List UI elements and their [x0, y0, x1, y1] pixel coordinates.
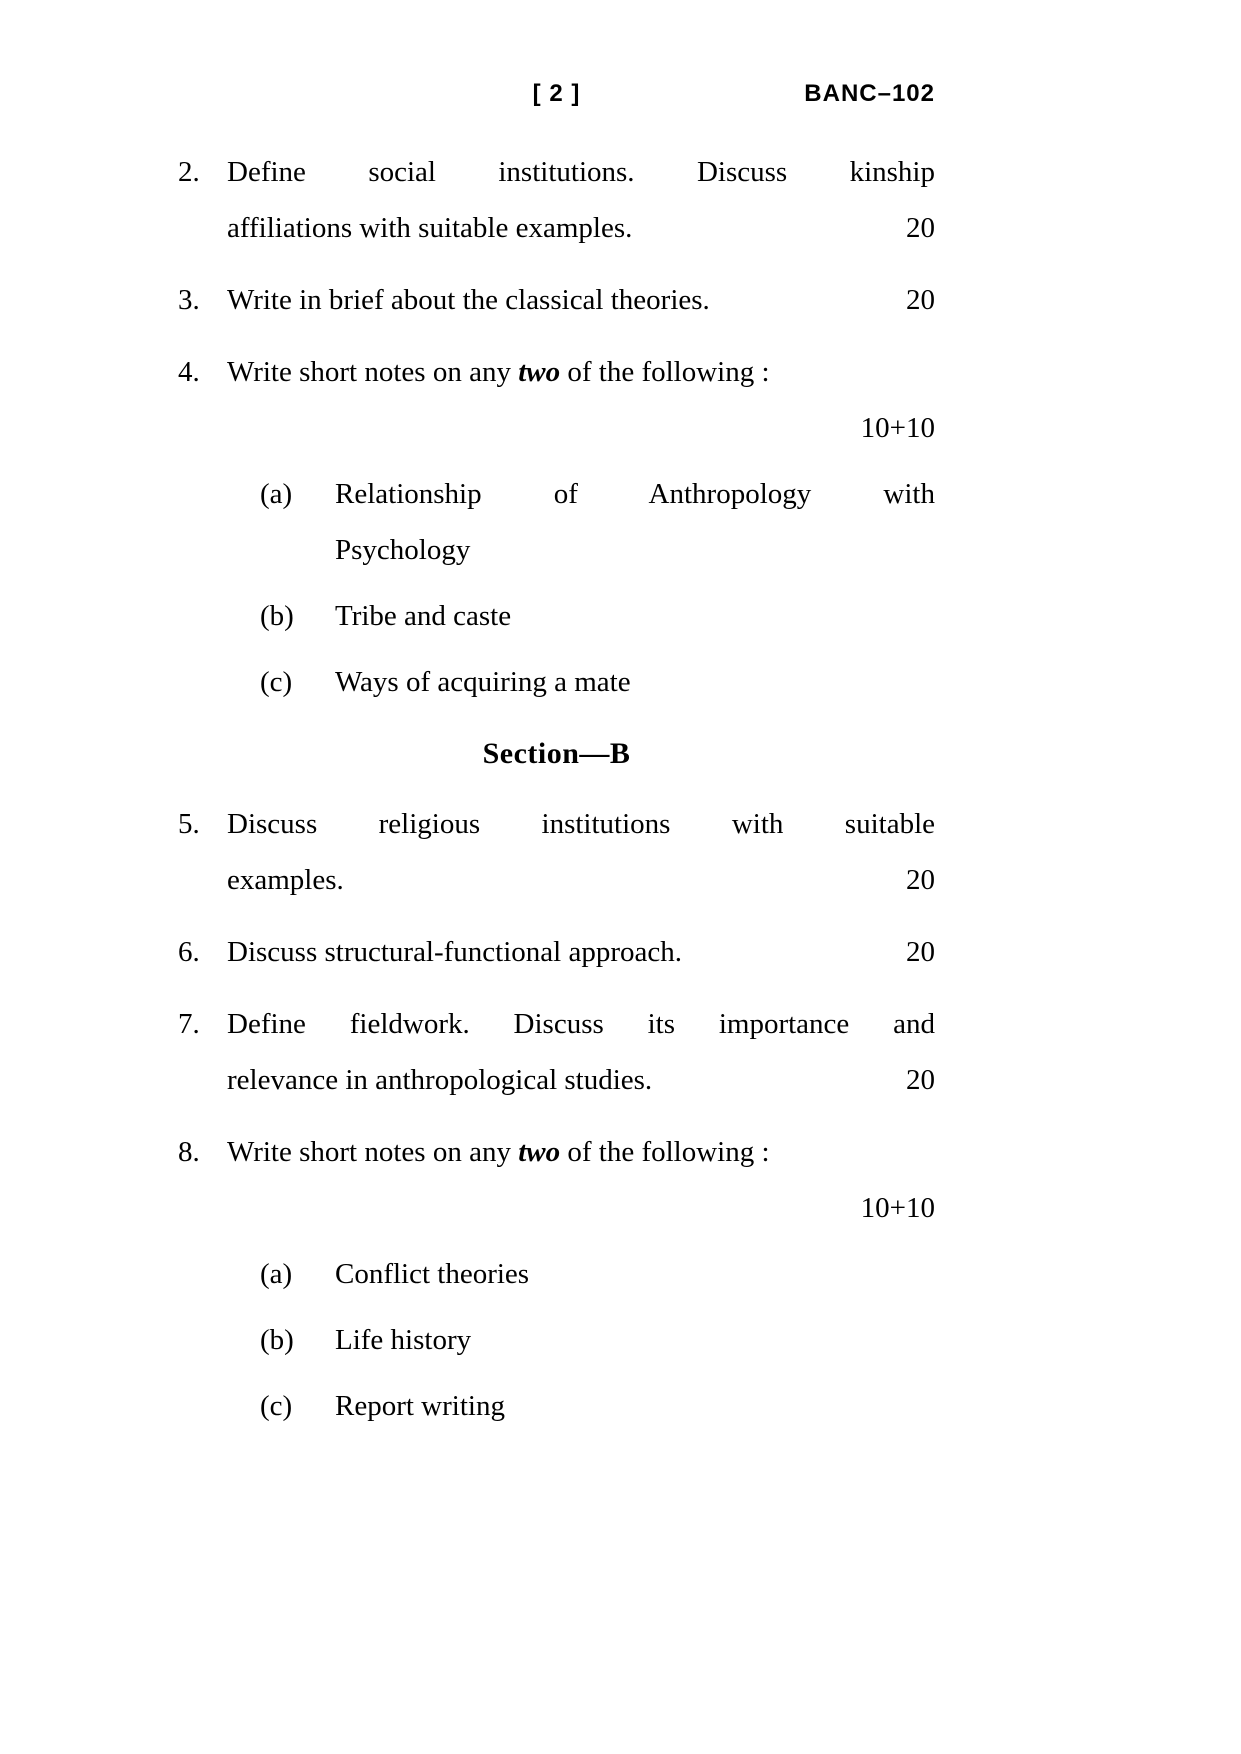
question-2-number: 2. [178, 156, 200, 188]
question-7 [178, 996, 935, 1108]
question-8-line-1 [227, 1124, 935, 1180]
question-8-text-pre: Write short notes on any [227, 1136, 519, 1168]
question-4-option-a-label: (a) [260, 478, 293, 510]
page-header [178, 78, 935, 110]
question-7-body [227, 996, 935, 1108]
question-5-number: 5. [178, 808, 200, 840]
question-6-body [227, 924, 935, 980]
question-8-option-c-label: (c) [260, 1390, 293, 1422]
question-3-line-1 [227, 272, 935, 328]
question-8-text-emphasis: two [518, 1136, 561, 1168]
question-4-marks: 10+10 [860, 412, 935, 444]
question-4-option-a-line-2: Psychology [335, 534, 471, 566]
paper-code: BANC–102 [804, 80, 935, 107]
question-5 [178, 796, 935, 908]
question-8-option-b [227, 1312, 935, 1368]
question-2 [178, 144, 935, 256]
question-5-line-2-text: examples. [227, 864, 344, 896]
question-2-line-2 [227, 200, 935, 256]
question-4-option-a-body [335, 466, 935, 578]
question-4-option-b-text: Tribe and caste [335, 600, 512, 632]
question-2-line-2-text: affiliations with suitable examples. [227, 212, 633, 244]
question-8-option-a-text: Conflict theories [335, 1258, 530, 1290]
question-8-option-a-label: (a) [260, 1258, 293, 1290]
question-7-marks: 20 [906, 1064, 935, 1096]
question-7-number: 7. [178, 1008, 200, 1040]
page-number: [ 2 ] [532, 80, 581, 107]
question-4-option-b [227, 588, 935, 644]
question-3-marks: 20 [906, 284, 935, 316]
question-8-marks: 10+10 [860, 1192, 935, 1224]
question-5-line-2 [227, 852, 935, 908]
question-4-option-a-line-1: Relationship of Anthropology with [335, 478, 935, 510]
question-4-option-b-label: (b) [260, 600, 294, 632]
question-4-option-c-label: (c) [260, 666, 293, 698]
question-8 [178, 1124, 935, 1434]
question-8-option-a [227, 1246, 935, 1302]
section-b-heading: Section—B [482, 737, 631, 770]
question-2-marks: 20 [906, 212, 935, 244]
question-4-option-c [227, 654, 935, 710]
question-8-option-b-label: (b) [260, 1324, 294, 1356]
question-4-line-1 [227, 344, 935, 400]
question-6-line-1 [227, 924, 935, 980]
question-3-text: Write in brief about the classical theories. [227, 284, 710, 316]
question-4-option-c-text: Ways of acquiring a mate [335, 666, 631, 698]
question-4 [178, 344, 935, 710]
question-6-number: 6. [178, 936, 200, 968]
question-7-line-2-text: relevance in anthropological studies. [227, 1064, 653, 1096]
question-4-body [227, 344, 935, 710]
question-7-line-1: Define fieldwork. Discuss its importance and [227, 1008, 935, 1040]
question-3-body [227, 272, 935, 328]
question-8-number: 8. [178, 1136, 200, 1168]
question-8-option-b-text: Life history [335, 1324, 472, 1356]
question-4-text-emphasis: two [518, 356, 561, 388]
question-5-body [227, 796, 935, 908]
question-8-option-c-text: Report writing [335, 1390, 505, 1422]
question-3-number: 3. [178, 284, 200, 316]
question-5-marks: 20 [906, 864, 935, 896]
question-6-marks: 20 [906, 936, 935, 968]
question-8-text-post: of the following : [560, 1136, 770, 1168]
question-4-text-pre: Write short notes on any [227, 356, 519, 388]
question-2-line-1: Define social institutions. Discuss kinship [227, 156, 935, 188]
question-4-number: 4. [178, 356, 200, 388]
question-3 [178, 272, 935, 328]
question-4-option-a [227, 466, 935, 578]
question-8-option-c [227, 1378, 935, 1434]
question-5-line-1: Discuss religious institutions with suitable [227, 808, 935, 840]
question-7-line-2 [227, 1052, 935, 1108]
question-6-text: Discuss structural-functional approach. [227, 936, 682, 968]
question-8-body [227, 1124, 935, 1434]
question-2-body [227, 144, 935, 256]
question-4-text-post: of the following : [560, 356, 770, 388]
question-6 [178, 924, 935, 980]
